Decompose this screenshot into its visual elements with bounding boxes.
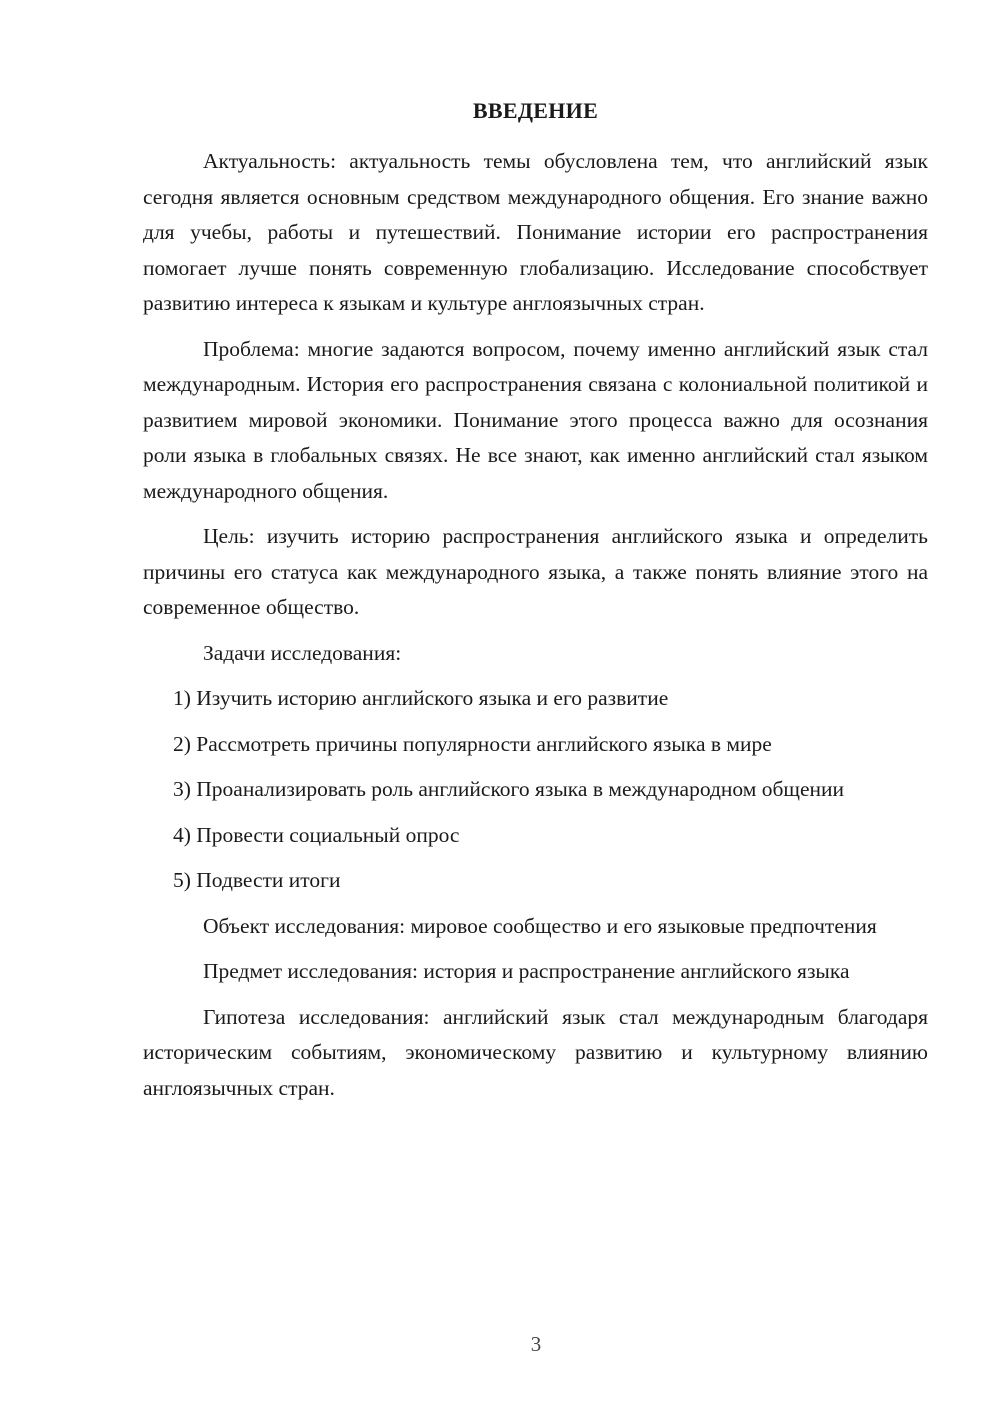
page-number: 3 — [530, 1332, 542, 1356]
task-item-3: 3) Проанализировать роль английского языка в международном общении — [173, 777, 845, 801]
paragraph-subject: Предмет исследования: история и распространение английского языка — [203, 959, 850, 983]
section-title: ВВЕДЕНИЕ — [472, 98, 599, 123]
paragraph-goal: Цель: изучить историю распространения английского языка и определить причины его статуса как международного языка, а также понять влияние этого на современное общество. — [143, 524, 928, 619]
task-item-4: 4) Провести социальный опрос — [173, 822, 460, 847]
task-item-5: 5) Подвести итоги — [173, 868, 341, 892]
paragraph-problem: Проблема: многие задаются вопросом, почему именно английский язык стал международным. История его распространения связана с колониальной политикой и развитием мировой экономики. Понимание этого процесса важно для осознания роли языка в глобальных связях. Не все знают, как именно английский стал языком международного общения. — [143, 336, 928, 503]
paragraph-object: Объект исследования: мировое сообщество и его языковые предпочтения — [203, 913, 877, 938]
paragraph-relevance: Актуальность: актуальность темы обусловлена тем, что английский язык сегодня является основным средством международного общения. Его знание важно для учебы, работы и путешествий. Понимание истории его распространения помогает лучше понять современную глобализацию. Исследование способствует развитию интереса к языкам и культуре англоязычных стран. — [143, 149, 928, 315]
paragraph-tasks-heading: Задачи исследования: — [203, 640, 402, 665]
task-item-1: 1) Изучить историю английского языка и его развитие — [173, 686, 669, 710]
document-page — [143, 96, 928, 1116]
paragraph-hypothesis: Гипотеза исследования: английский язык стал международным благодаря историческим событиям, экономическому развитию и культурному влиянию англоязычных стран. — [143, 1004, 928, 1100]
task-item-2: 2) Рассмотреть причины популярности английского языка в мире — [173, 731, 772, 756]
